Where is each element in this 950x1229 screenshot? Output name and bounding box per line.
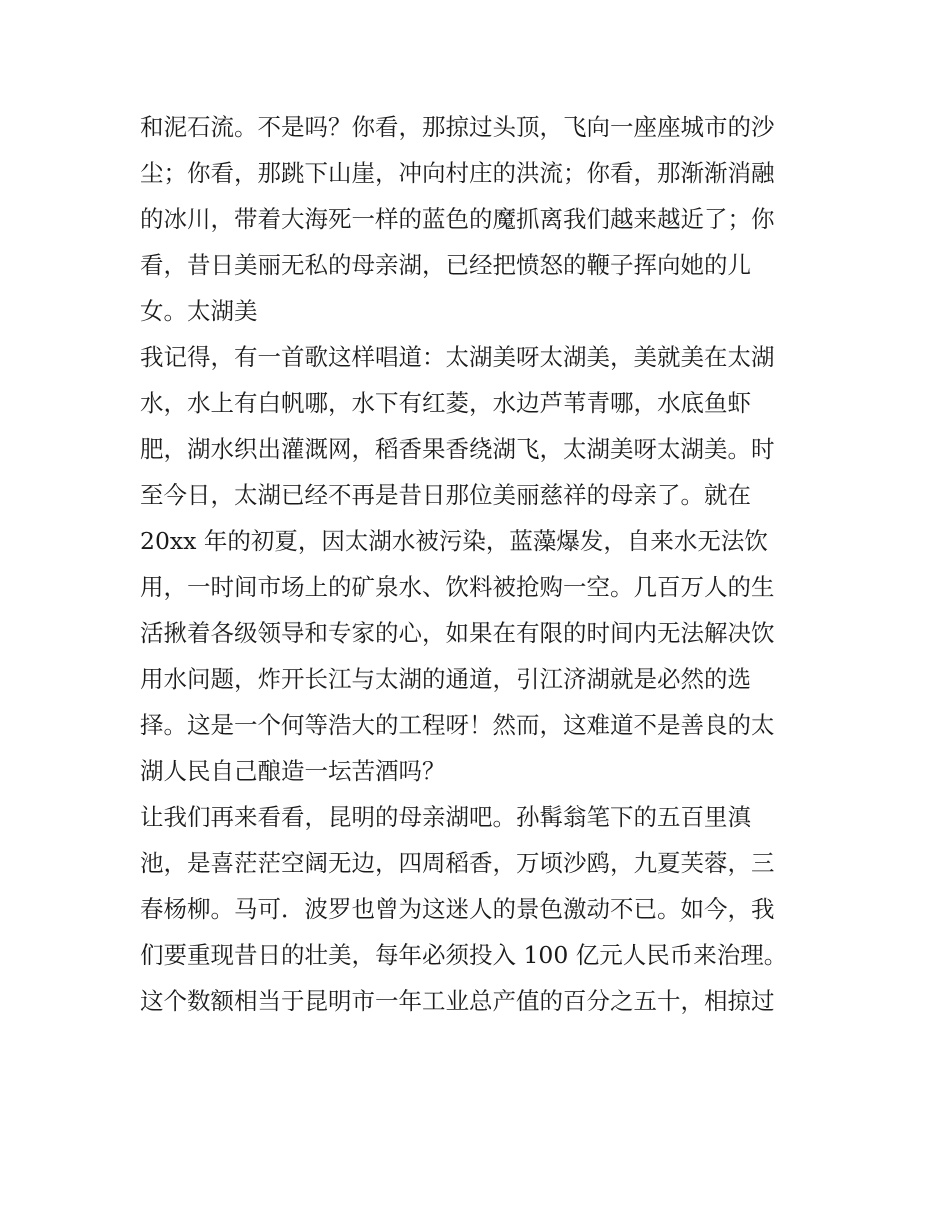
- text-line: 看，昔日美丽无私的母亲湖，已经把愤怒的鞭子挥向她的儿: [140, 251, 751, 279]
- text-line: 活揪着各级领导和专家的心，如果在有限的时间内无法解决饮: [140, 619, 775, 647]
- text-line: 湖人民自己酿造一坛苦酒吗？: [140, 757, 446, 785]
- text-line: 这个数额相当于昆明市一年工业总产值的百分之五十，相掠过: [140, 987, 775, 1015]
- text-line: 的冰川，带着大海死一样的蓝色的魔抓离我们越来越近了；你: [140, 205, 775, 233]
- text-line: 和泥石流。不是吗？你看，那掠过头顶，飞向一座座城市的沙: [140, 113, 775, 141]
- body-text: [140, 104, 820, 1024]
- text-line: 肥，湖水织出灌溉网，稻香果香绕湖飞，太湖美呀太湖美。时: [140, 435, 775, 463]
- text-line: 春杨柳。马可．波罗也曾为这迷人的景色激动不已。如今，我: [140, 895, 775, 923]
- text-line: 们要重现昔日的壮美，每年必须投入 100 亿元人民币来治理。: [140, 941, 788, 969]
- text-line: 水，水上有白帆哪，水下有红菱，水边芦苇青哪，水底鱼虾: [140, 389, 751, 417]
- text-line: 20xx 年的初夏，因太湖水被污染，蓝藻爆发，自来水无法饮: [140, 527, 768, 555]
- text-line: 至今日，太湖已经不再是昔日那位美丽慈祥的母亲了。就在: [140, 481, 751, 509]
- text-line: 池，是喜茫茫空阔无边，四周稻香，万顷沙鸥，九夏芙蓉，三: [140, 849, 775, 877]
- text-line: 让我们再来看看，昆明的母亲湖吧。孙髯翁笔下的五百里滇: [140, 803, 751, 831]
- text-line: 尘；你看，那跳下山崖，冲向村庄的洪流；你看，那渐渐消融: [140, 159, 775, 187]
- text-line: 女。太湖美: [140, 297, 258, 325]
- text-line: 择。这是一个何等浩大的工程呀！然而，这难道不是善良的太: [140, 711, 775, 739]
- text-line: 用，一时间市场上的矿泉水、饮料被抢购一空。几百万人的生: [140, 573, 775, 601]
- text-line: 我记得，有一首歌这样唱道：太湖美呀太湖美，美就美在太湖: [140, 343, 775, 371]
- text-line: 用水问题，炸开长江与太湖的通道，引江济湖就是必然的选: [140, 665, 751, 693]
